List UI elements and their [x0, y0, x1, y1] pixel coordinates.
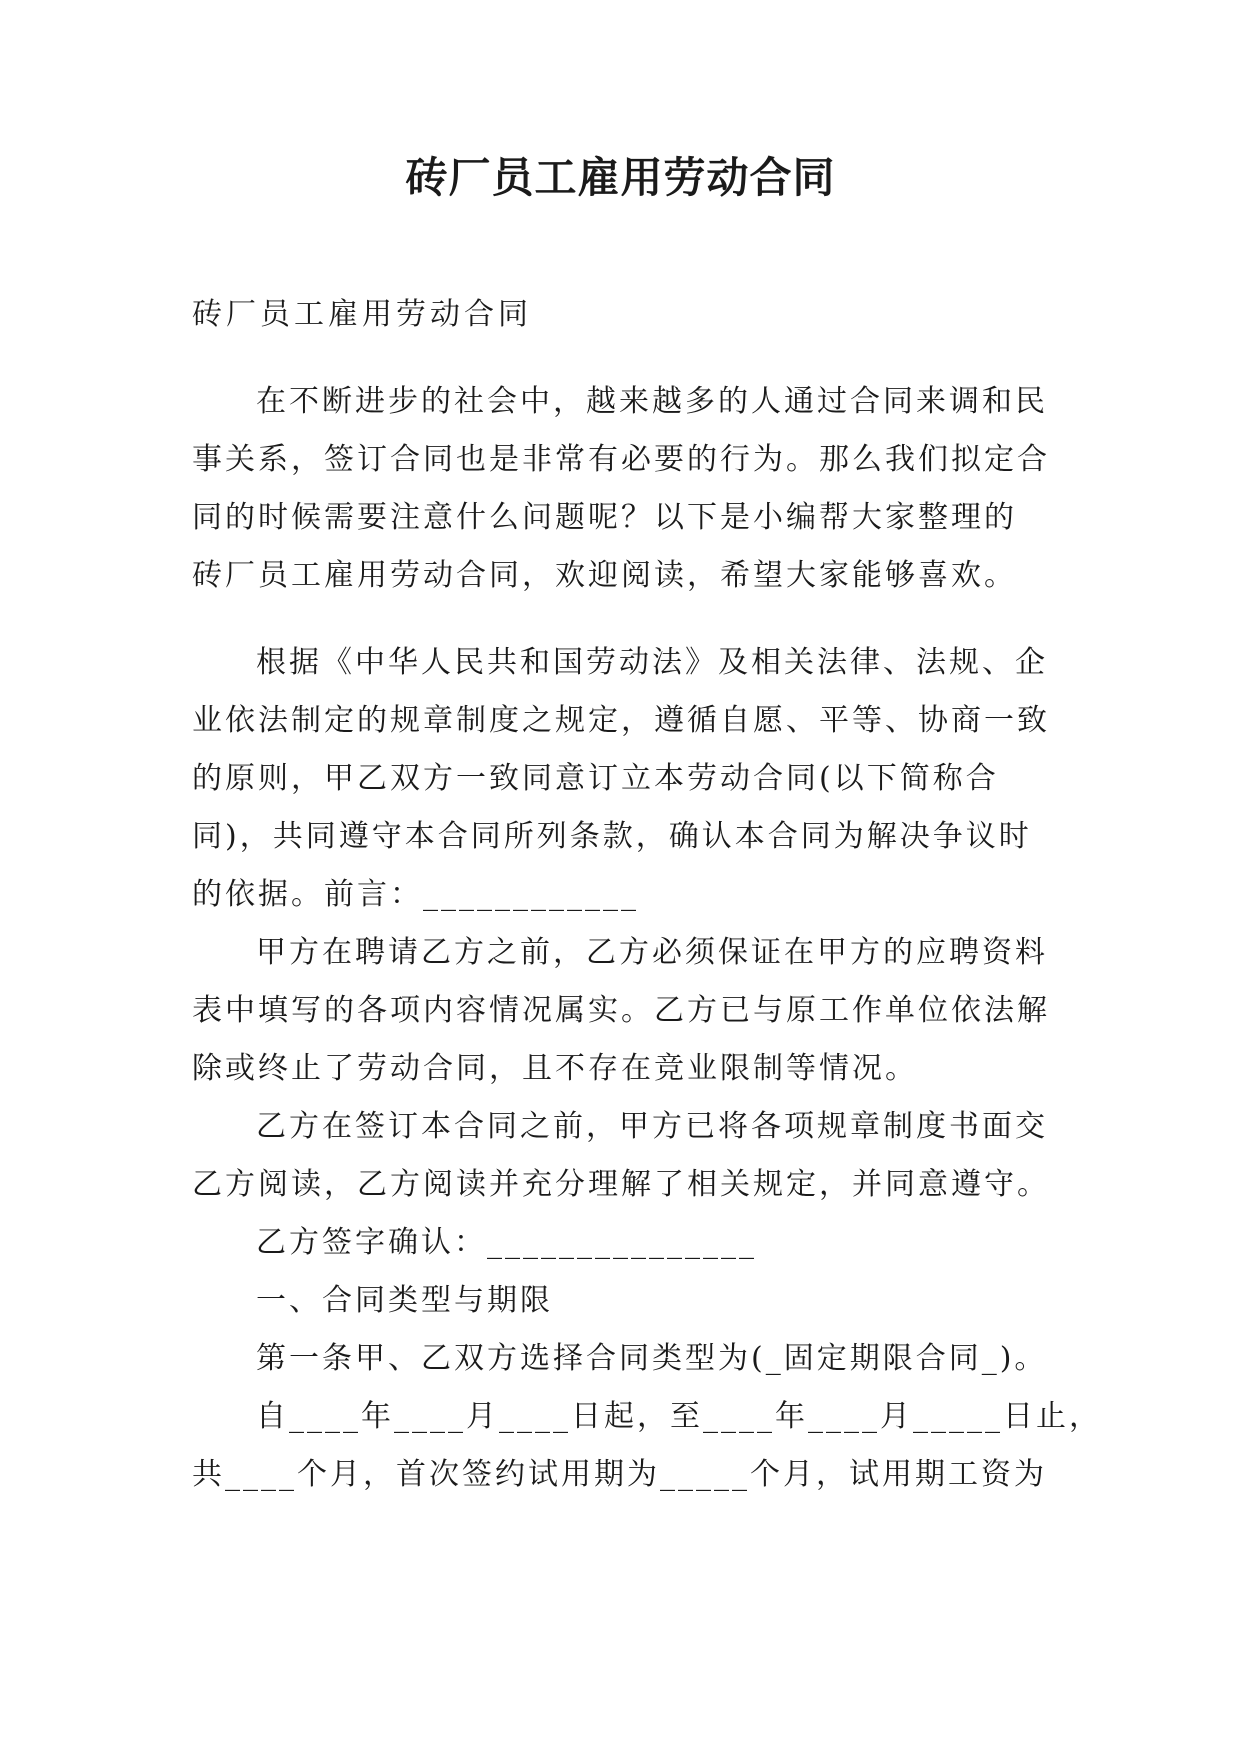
document-title: 砖厂员工雇用劳动合同 — [405, 153, 836, 202]
text-line: 除或终止了劳动合同，且不存在竞业限制等情况。 — [192, 1051, 918, 1086]
section-heading: 一、合同类型与期限 — [256, 1283, 553, 1318]
text-line: 事关系，签订合同也是非常有必要的行为。那么我们拟定合 — [192, 442, 1050, 477]
paragraph-gap — [192, 605, 1072, 634]
article-line: 第一条甲、乙双方选择合同类型为(_固定期限合同_)。 — [256, 1341, 1048, 1376]
text-line: 共____个月，首次签约试用期为_____个月，试用期工资为 — [192, 1457, 1047, 1492]
text-line: 根据《中华人民共和国劳动法》及相关法律、法规、企 — [256, 645, 1048, 680]
text-line: 自____年____月____日起，至____年____月_____日止， — [256, 1399, 1102, 1434]
document-subtitle: 砖厂员工雇用劳动合同 — [192, 297, 532, 332]
signature-line: 乙方签字确认：_______________ — [256, 1225, 757, 1260]
text-line: 的原则，甲乙双方一致同意订立本劳动合同(以下简称合 — [192, 761, 999, 796]
rules-paragraph — [192, 1098, 1072, 1214]
paragraph-gap — [192, 344, 1072, 373]
intro-paragraph — [192, 373, 1072, 605]
text-line: 砖厂员工雇用劳动合同，欢迎阅读，希望大家能够喜欢。 — [192, 558, 1017, 593]
text-line: 甲方在聘请乙方之前，乙方必须保证在甲方的应聘资料 — [256, 935, 1048, 970]
info-paragraph — [192, 924, 1072, 1098]
text-line: 在不断进步的社会中，越来越多的人通过合同来调和民 — [256, 384, 1048, 419]
document-body — [192, 286, 1102, 1504]
preamble-paragraph — [192, 634, 1072, 924]
text-line: 同)，共同遵守本合同所列条款，确认本合同为解决争议时 — [192, 819, 1032, 854]
text-line: 表中填写的各项内容情况属实。乙方已与原工作单位依法解 — [192, 993, 1050, 1028]
term-paragraph — [192, 1388, 1102, 1504]
text-line: 乙方在签订本合同之前，甲方已将各项规章制度书面交 — [256, 1109, 1048, 1144]
text-line: 的依据。前言：____________ — [192, 877, 639, 912]
text-line: 同的时候需要注意什么问题呢？以下是小编帮大家整理的 — [192, 500, 1017, 535]
text-line: 乙方阅读，乙方阅读并充分理解了相关规定，并同意遵守。 — [192, 1167, 1050, 1202]
text-line: 业依法制定的规章制度之规定，遵循自愿、平等、协商一致 — [192, 703, 1050, 738]
